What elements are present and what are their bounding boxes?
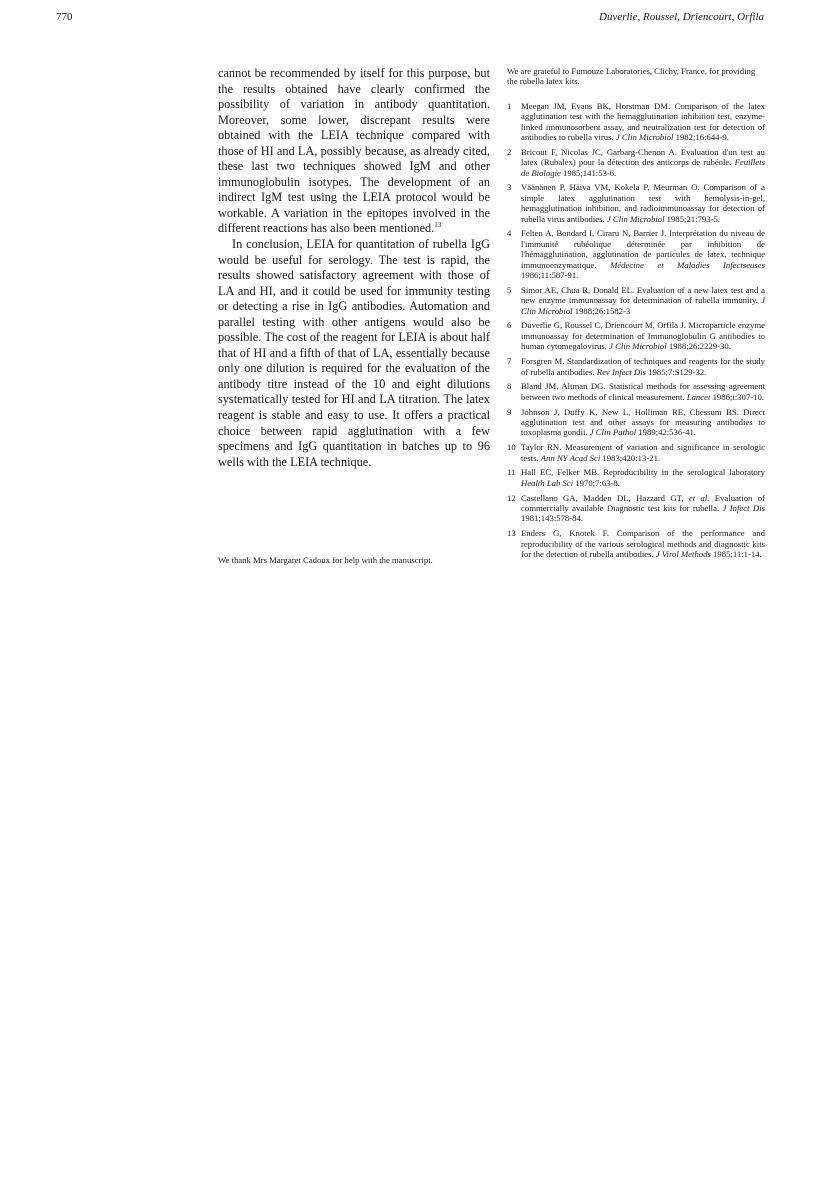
reference-journal: et al. (688, 492, 710, 503)
reference-body: Duverlie G, Roussel C, Driencourt M, Orfila J. Microparticle enzyme immunoassay for determination of Immunoglobulin G antibodies to human cytomegalovirus. (521, 320, 765, 352)
reference-number: 10 (507, 442, 516, 453)
reference-item (507, 285, 765, 316)
reference-body: Simor AE, Chua R, Donald EL. Evaluation of a new latex test and a new enzyme immunoassay for determination of rubella immunity. (521, 284, 765, 306)
reference-details: 1985;11:1-14. (710, 548, 762, 559)
reference-list (507, 101, 765, 560)
reference-number: 2 (507, 146, 512, 157)
reference-text (521, 228, 765, 280)
reference-body: Forsgren M. Standardization of techniques and reagents for the study of rubella antibodies. (521, 356, 765, 377)
reference-journal: Rev Infect Dis (596, 366, 646, 377)
reference-details: 1988;26:2229-30. (666, 341, 731, 352)
reference-details: 1989;42:536-41. (636, 427, 696, 438)
reference-text (521, 442, 765, 463)
reference-number: 7 (507, 356, 512, 367)
reference-text (521, 407, 765, 438)
body-column (218, 66, 490, 470)
reference-number: 11 (507, 467, 516, 478)
body-paragraph (218, 66, 490, 237)
reference-item (507, 182, 765, 224)
reference-item (507, 356, 765, 377)
reference-details: 1985;141:53-6. (560, 167, 617, 178)
reference-details: 1985;7:S129-32. (645, 366, 707, 377)
reference-details: 1986;i:307-10. (710, 391, 764, 402)
reference-details: 1988;26:1582-3 (572, 305, 631, 316)
reference-body: Väänänen P, Häiva VM, Kokela P, Meurman O. Comparison of a simple latex agglutination test with hemolysis-in-gel, hemagglutination inhibition, and radioimmunoassay for detection of rubella virus antibodies. (521, 182, 765, 224)
references-column (507, 66, 765, 564)
reference-journal: J Clin Microbiol (521, 295, 765, 316)
reference-body: Hall EC, Felker MB. Reproducibility in the serological laboratory (521, 467, 765, 478)
reference-number: 1 (507, 100, 512, 111)
reference-text (521, 147, 765, 178)
reference-journal: Ann NY Acad Sci (540, 452, 601, 463)
reference-text (521, 182, 765, 224)
reference-item (507, 493, 765, 524)
reference-body: Meegan JM, Evans BK, Horstman DM. Comparison of the latex agglutination test with the hemagglutination inhibition test, enzyme-linked immunosorbent assay, and neutralization test for detection of antibodies to rubella virus. (521, 100, 765, 143)
running-header-authors: Duverlie, Roussel, Driencourt, Orfila (599, 11, 764, 23)
reference-journal: J Clin Microbiol (609, 341, 667, 352)
reference-item (507, 147, 765, 178)
reference-journal: Médecine et Maladies Infectseuses (610, 259, 766, 270)
reference-journal: Lancet (686, 391, 711, 402)
reference-text (521, 101, 765, 143)
acknowledgement: We are grateful to Fumouze Laboratories, Clichy, France, for providing the rubella latex kits. (507, 66, 756, 87)
reference-body: Bricout F, Nicolas JC, Garbarg-Chenon A. Evaluation d'un test au latex (Rubalex) pour la détection des anticorps de rubéole. (521, 146, 765, 168)
reference-details: Evaluation of commercially available Diagnostic test kits for rubella. (521, 492, 766, 513)
reference-number: 4 (507, 228, 512, 239)
reference-item (507, 381, 765, 402)
body-paragraph: In conclusion, LEIA for quantitation of rubella IgG would be useful for serology. The test is rapid, the results showed satisfactory agreement with those of LA and HI, and it could be used for immunity testing or detecting a rise in IgG antibodies. Automation and parallel testing with other antigens would also be possible. The cost of the reagent for LEIA is about half that of HI and a fifth of that of LA, essentially because only one dilution is required for the evaluation of the antibody titre instead of the 10 and eight dilutions systematically tested for HI and LA titration. The latex reagent is stable and easy to use. It offers a practical choice between rapid agglutination with a few specimens and IgG quantitation in batches up to 96 wells with the LEIA technique. (218, 237, 490, 469)
reference-text (521, 528, 765, 559)
reference-body: Johnson J, Duffy K, New L, Holliman RE, Chessum BS. Direct agglutination test and other assays for measuring antibodies to toxoplasma gondii. (521, 406, 765, 438)
reference-number: 5 (507, 284, 512, 295)
reference-details: 1983;420:13-21. (600, 452, 661, 463)
reference-journal: J Clin Microbiol (615, 132, 674, 143)
reference-number: 9 (507, 406, 512, 417)
reference-journal: J Infect Dis (722, 502, 765, 513)
reference-journal: Health Lab Sci (521, 477, 574, 488)
body-paragraph-text: cannot be recommended by itself for this purpose, but the results obtained have clearly confirmed the possibility of variation in antibody quantitation. Moreover, some lower, discrepant results were obtained with the LEIA technique compared with those of HI and LA, possibly because, as already cited, these last two techniques showed IgM and other immunoglobulin isotypes. The development of an indirect IgM test using the LEIA protocol would be workable. A variation in the epitopes involved in the different reactions has also been mentioned. (218, 66, 490, 236)
reference-details: 1986;11:587-91. (521, 270, 579, 281)
reference-item (507, 528, 765, 559)
reference-details: 1981;143:578-84. (521, 513, 584, 524)
reference-number: 8 (507, 381, 512, 392)
reference-body: Enders G, Knotek F. Comparison of the performance and reproducibility of the various serological methods and diagnostic kits for the detection of rubella antibodies. (521, 528, 765, 559)
thanks-note: We thank Mrs Margaret Cadoux for help with the manuscript. (218, 555, 433, 565)
reference-body: Castellano GA, Madden DL, Hazzard GT, (521, 492, 689, 503)
reference-text (521, 285, 765, 316)
citation-superscript: 13 (434, 221, 442, 230)
reference-journal: J Clin Microbiol (606, 213, 665, 224)
reference-number: 13 (507, 528, 516, 539)
reference-body: Taylor RN. Measurement of variation and significance in serologic tests. (521, 442, 765, 463)
reference-text (521, 356, 765, 377)
reference-details: 1970;7:63-8. (573, 477, 620, 488)
reference-text (521, 493, 765, 524)
reference-number: 3 (507, 182, 512, 193)
reference-number: 12 (507, 492, 516, 503)
reference-details: 1982;16:644-9. (673, 132, 729, 143)
reference-journal: J Virol Methods (655, 548, 711, 559)
reference-item (507, 407, 765, 438)
page-number: 770 (56, 11, 73, 23)
reference-text (521, 320, 765, 351)
reference-text (521, 381, 765, 402)
reference-body: Felten A, Bondard I, Ciraru N, Barrier J. Interprétation du niveau de l'immunité rubéolique déterminée par inhibition de l'hémagglutination, agglutination de particules de latex, technique immunoenzymatique. (521, 228, 765, 270)
reference-body: Bland JM, Altman DG. Statistical methods for assessing agreement between two methods of clinical measurement. (521, 381, 765, 402)
reference-item (507, 442, 765, 463)
reference-item (507, 467, 765, 488)
reference-number: 6 (507, 320, 512, 331)
reference-item (507, 101, 765, 143)
reference-item (507, 228, 765, 280)
reference-journal: J Clin Pathol (589, 427, 637, 438)
reference-text (521, 467, 765, 488)
reference-journal: Feuillets de Biologie (521, 157, 765, 178)
reference-item (507, 320, 765, 351)
reference-details: 1985;21:793-5. (664, 213, 721, 224)
